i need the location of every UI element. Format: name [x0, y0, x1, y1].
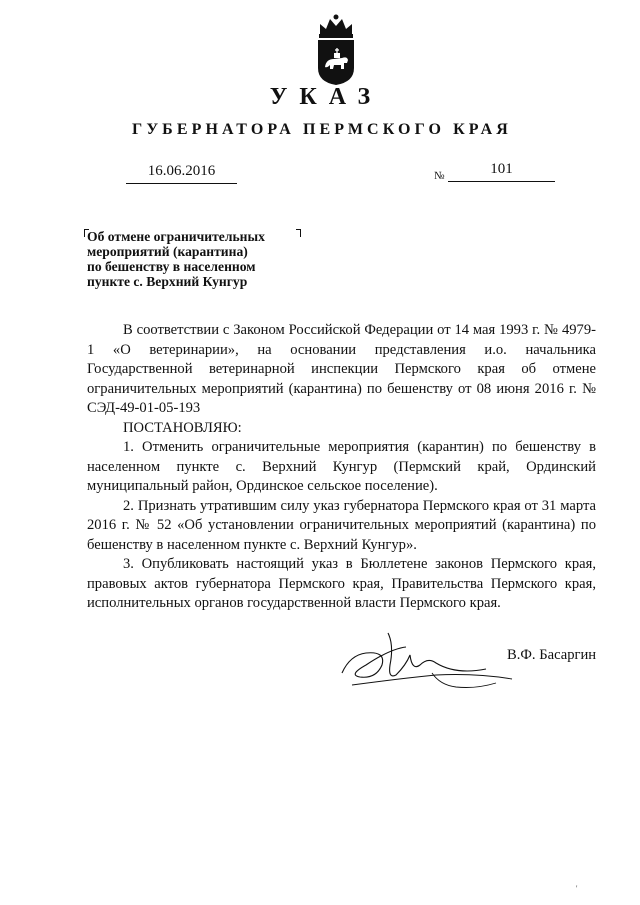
decree-item-2: 2. Признать утратившим силу указ губернатора Пермского края от 31 марта 2016 г. № 52 «Об установлении ограничительных мероприятий (карантина) по бешенству в населенном пункте с. Верхний Кунгур». [87, 497, 596, 553]
document-body [87, 321, 596, 614]
document-date: 16.06.2016 [147, 163, 216, 179]
document-number: 101 [490, 161, 513, 177]
subject-line: по бешенству в населенном [87, 259, 256, 274]
subject-line: мероприятий (карантина) [87, 244, 248, 259]
subject-line: Об отмене ограничительных [87, 229, 265, 244]
coat-of-arms-emblem [314, 12, 358, 86]
number-underline [448, 181, 555, 182]
decree-item-3: 3. Опубликовать настоящий указ в Бюллетене законов Пермского края, правовых актов губернатора Пермского края, Правительства Пермского края, исполнительных органов государственной власти Пермского края. [87, 556, 596, 611]
decree-word: ПОСТАНОВЛЯЮ: [123, 419, 242, 436]
handwritten-signature [336, 625, 516, 695]
number-sign: № [434, 170, 445, 182]
document-title: УКАЗ [269, 84, 383, 110]
document-subtitle: ГУБЕРНАТОРА ПЕРМСКОГО КРАЯ [132, 121, 512, 138]
document-subject [87, 229, 307, 289]
footer-mark: ' [576, 884, 578, 893]
date-underline [126, 183, 237, 184]
signatory-name: В.Ф. Басаргин [507, 647, 597, 663]
preamble-paragraph: В соответствии с Законом Российской Федерации от 14 мая 1993 г. № 4979-1 «О ветеринарии», на основании представления и.о. начальника Государственной ветеринарной инспекции Пермского края об отмене ограничительных мероприятий (карантина) по бешенству от 08 июня 2016 г. № СЭД-49-01-05-193 [87, 322, 596, 416]
subject-line: пункте с. Верхний Кунгур [87, 274, 248, 289]
decree-item-1: 1. Отменить ограничительные мероприятия (карантин) по бешенству в населенном пункте с. Верхний Кунгур (Пермский край, Ординский муниципальный район, Ординское сельское поселение). [87, 439, 596, 494]
